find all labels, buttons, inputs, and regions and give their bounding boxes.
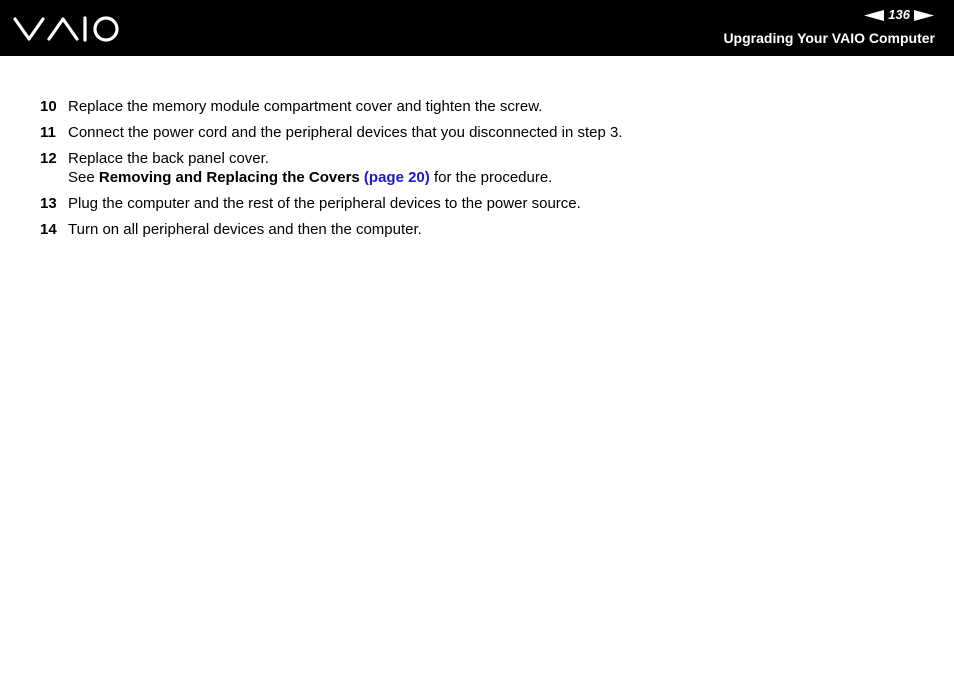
step-text: Replace the memory module compartment cover and tighten the screw. xyxy=(68,98,543,115)
see-reference-title: Removing and Replacing the Covers xyxy=(98,169,360,186)
step-14 xyxy=(40,220,900,239)
step-number: 13 xyxy=(40,195,57,212)
step-number: 14 xyxy=(40,221,57,238)
step-11 xyxy=(40,123,900,142)
step-number: 12 xyxy=(40,150,57,167)
header-bar xyxy=(0,0,954,56)
step-12 xyxy=(40,149,900,187)
next-page-arrow-icon[interactable] xyxy=(914,10,934,21)
step-text: Connect the power cord and the peripheral devices that you disconnected in step 3. xyxy=(68,124,623,141)
page-20-link[interactable]: (page 20) xyxy=(363,169,430,186)
section-title: Upgrading Your VAIO Computer xyxy=(723,30,935,46)
previous-page-arrow-icon[interactable] xyxy=(864,10,884,21)
step-10 xyxy=(40,97,900,116)
step-text: Replace the back panel cover. xyxy=(68,150,269,167)
page-number: 136 xyxy=(888,7,910,22)
step-number: 10 xyxy=(40,98,57,115)
page-navigation xyxy=(864,7,934,23)
step-list xyxy=(40,97,900,246)
see-suffix: for the procedure. xyxy=(429,169,553,186)
step-text: Plug the computer and the rest of the peripheral devices to the power source. xyxy=(68,195,581,212)
step-13 xyxy=(40,194,900,213)
step-number: 11 xyxy=(40,124,56,141)
step-text: Turn on all peripheral devices and then the computer. xyxy=(68,221,422,238)
vaio-logo xyxy=(13,14,121,44)
see-prefix: See xyxy=(68,169,99,186)
step-body xyxy=(68,149,900,187)
